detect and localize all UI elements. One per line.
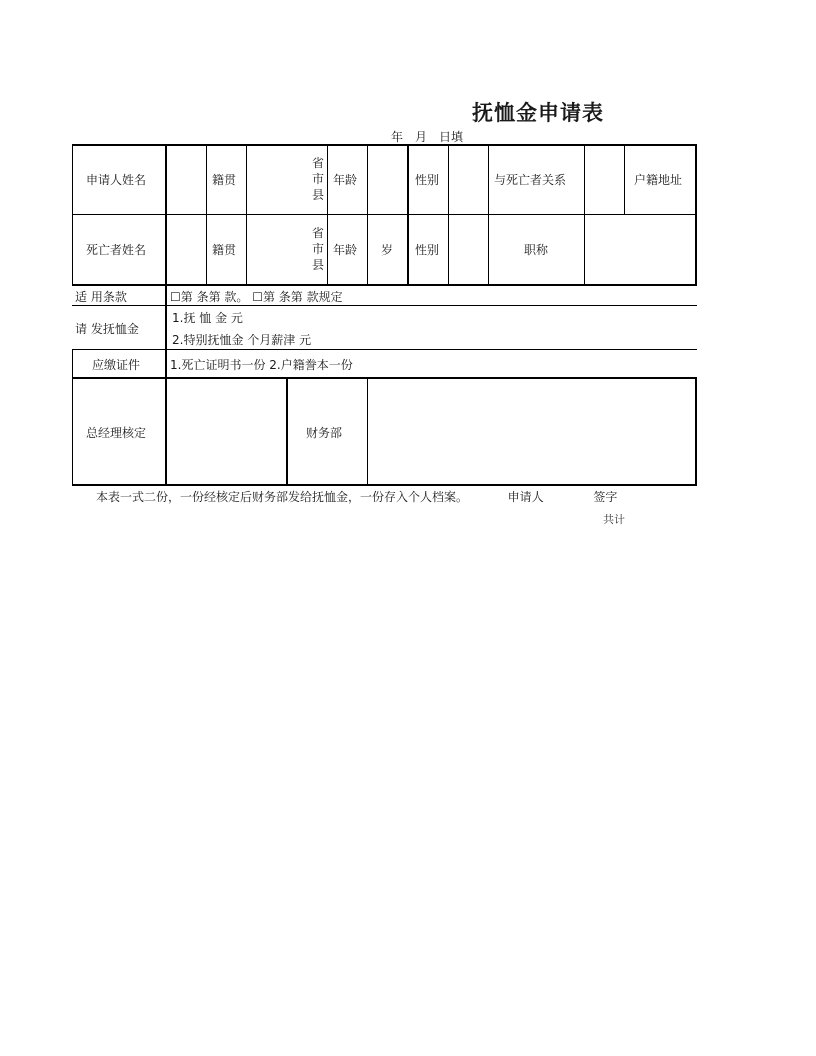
col-divider-f <box>448 144 449 285</box>
deceased-age-label: 年龄 <box>333 243 358 257</box>
province-label: 省 <box>311 226 324 240</box>
address-label: 户籍地址 <box>634 173 683 187</box>
clause-label: 适 用条款 <box>75 290 127 304</box>
request-line-2: 2.特别抚恤金 个月薪津 元 <box>172 333 312 347</box>
finance-label: 财务部 <box>306 426 343 440</box>
form-title: 抚恤金申请表 <box>472 101 604 125</box>
county-label: 县 <box>311 188 324 202</box>
col-divider-d <box>367 144 368 285</box>
footer-sign: 签字 <box>593 490 618 504</box>
documents-label: 应缴证件 <box>92 358 141 372</box>
table-border-left <box>72 144 73 285</box>
col-divider-e <box>407 144 409 285</box>
footer-applicant: 申请人 <box>507 490 544 504</box>
deceased-native-place-label: 籍贯 <box>212 243 237 257</box>
documents-text: 1.死亡证明书一份 2.户籍誊本一份 <box>170 358 353 372</box>
approval-divider-2 <box>367 377 368 486</box>
applicant-native-place-label: 籍贯 <box>212 173 237 187</box>
city-label: 市 <box>311 242 324 256</box>
table-border-right <box>695 144 697 285</box>
applicant-place-unit <box>311 155 325 203</box>
request-line-1: 1.抚 恤 金 元 <box>172 311 243 325</box>
deceased-gender-label: 性别 <box>415 243 440 257</box>
deceased-name-label: 死亡者姓名 <box>86 243 147 257</box>
col-divider-h <box>584 144 585 285</box>
col-divider-c <box>327 144 328 285</box>
job-title-label: 职称 <box>524 243 549 257</box>
col-divider-b <box>246 144 247 285</box>
request-label: 请 发抚恤金 <box>75 322 139 336</box>
deceased-place-unit <box>311 225 325 273</box>
clause-text: ☐第 条第 款。 ☐第 条第 款规定 <box>170 290 343 304</box>
col-divider-a <box>206 144 207 285</box>
date-line: 年 月 日填 <box>391 130 464 144</box>
table-border-left-lower <box>72 349 73 486</box>
approval-divider-1 <box>286 377 288 486</box>
applicant-age-label: 年龄 <box>333 173 358 187</box>
label-column-divider <box>165 144 167 486</box>
applicant-name-label: 申请人姓名 <box>86 173 147 187</box>
col-divider-g <box>488 144 489 285</box>
table-border-right-lower <box>695 377 697 486</box>
city-label: 市 <box>311 172 324 186</box>
province-label: 省 <box>311 156 324 170</box>
deceased-age-unit: 岁 <box>381 243 394 257</box>
footer-note-text: 本表一式二份，一份经核定后财务部发给抚恤金，一份存入个人档案。 <box>96 490 469 504</box>
applicant-gender-label: 性别 <box>415 173 440 187</box>
col-divider-i <box>624 144 625 215</box>
relation-label: 与死亡者关系 <box>494 173 567 187</box>
footer-note <box>96 488 617 505</box>
gm-approval-label: 总经理核定 <box>86 426 147 440</box>
footer-total: 共计 <box>603 513 625 526</box>
county-label: 县 <box>311 258 324 272</box>
